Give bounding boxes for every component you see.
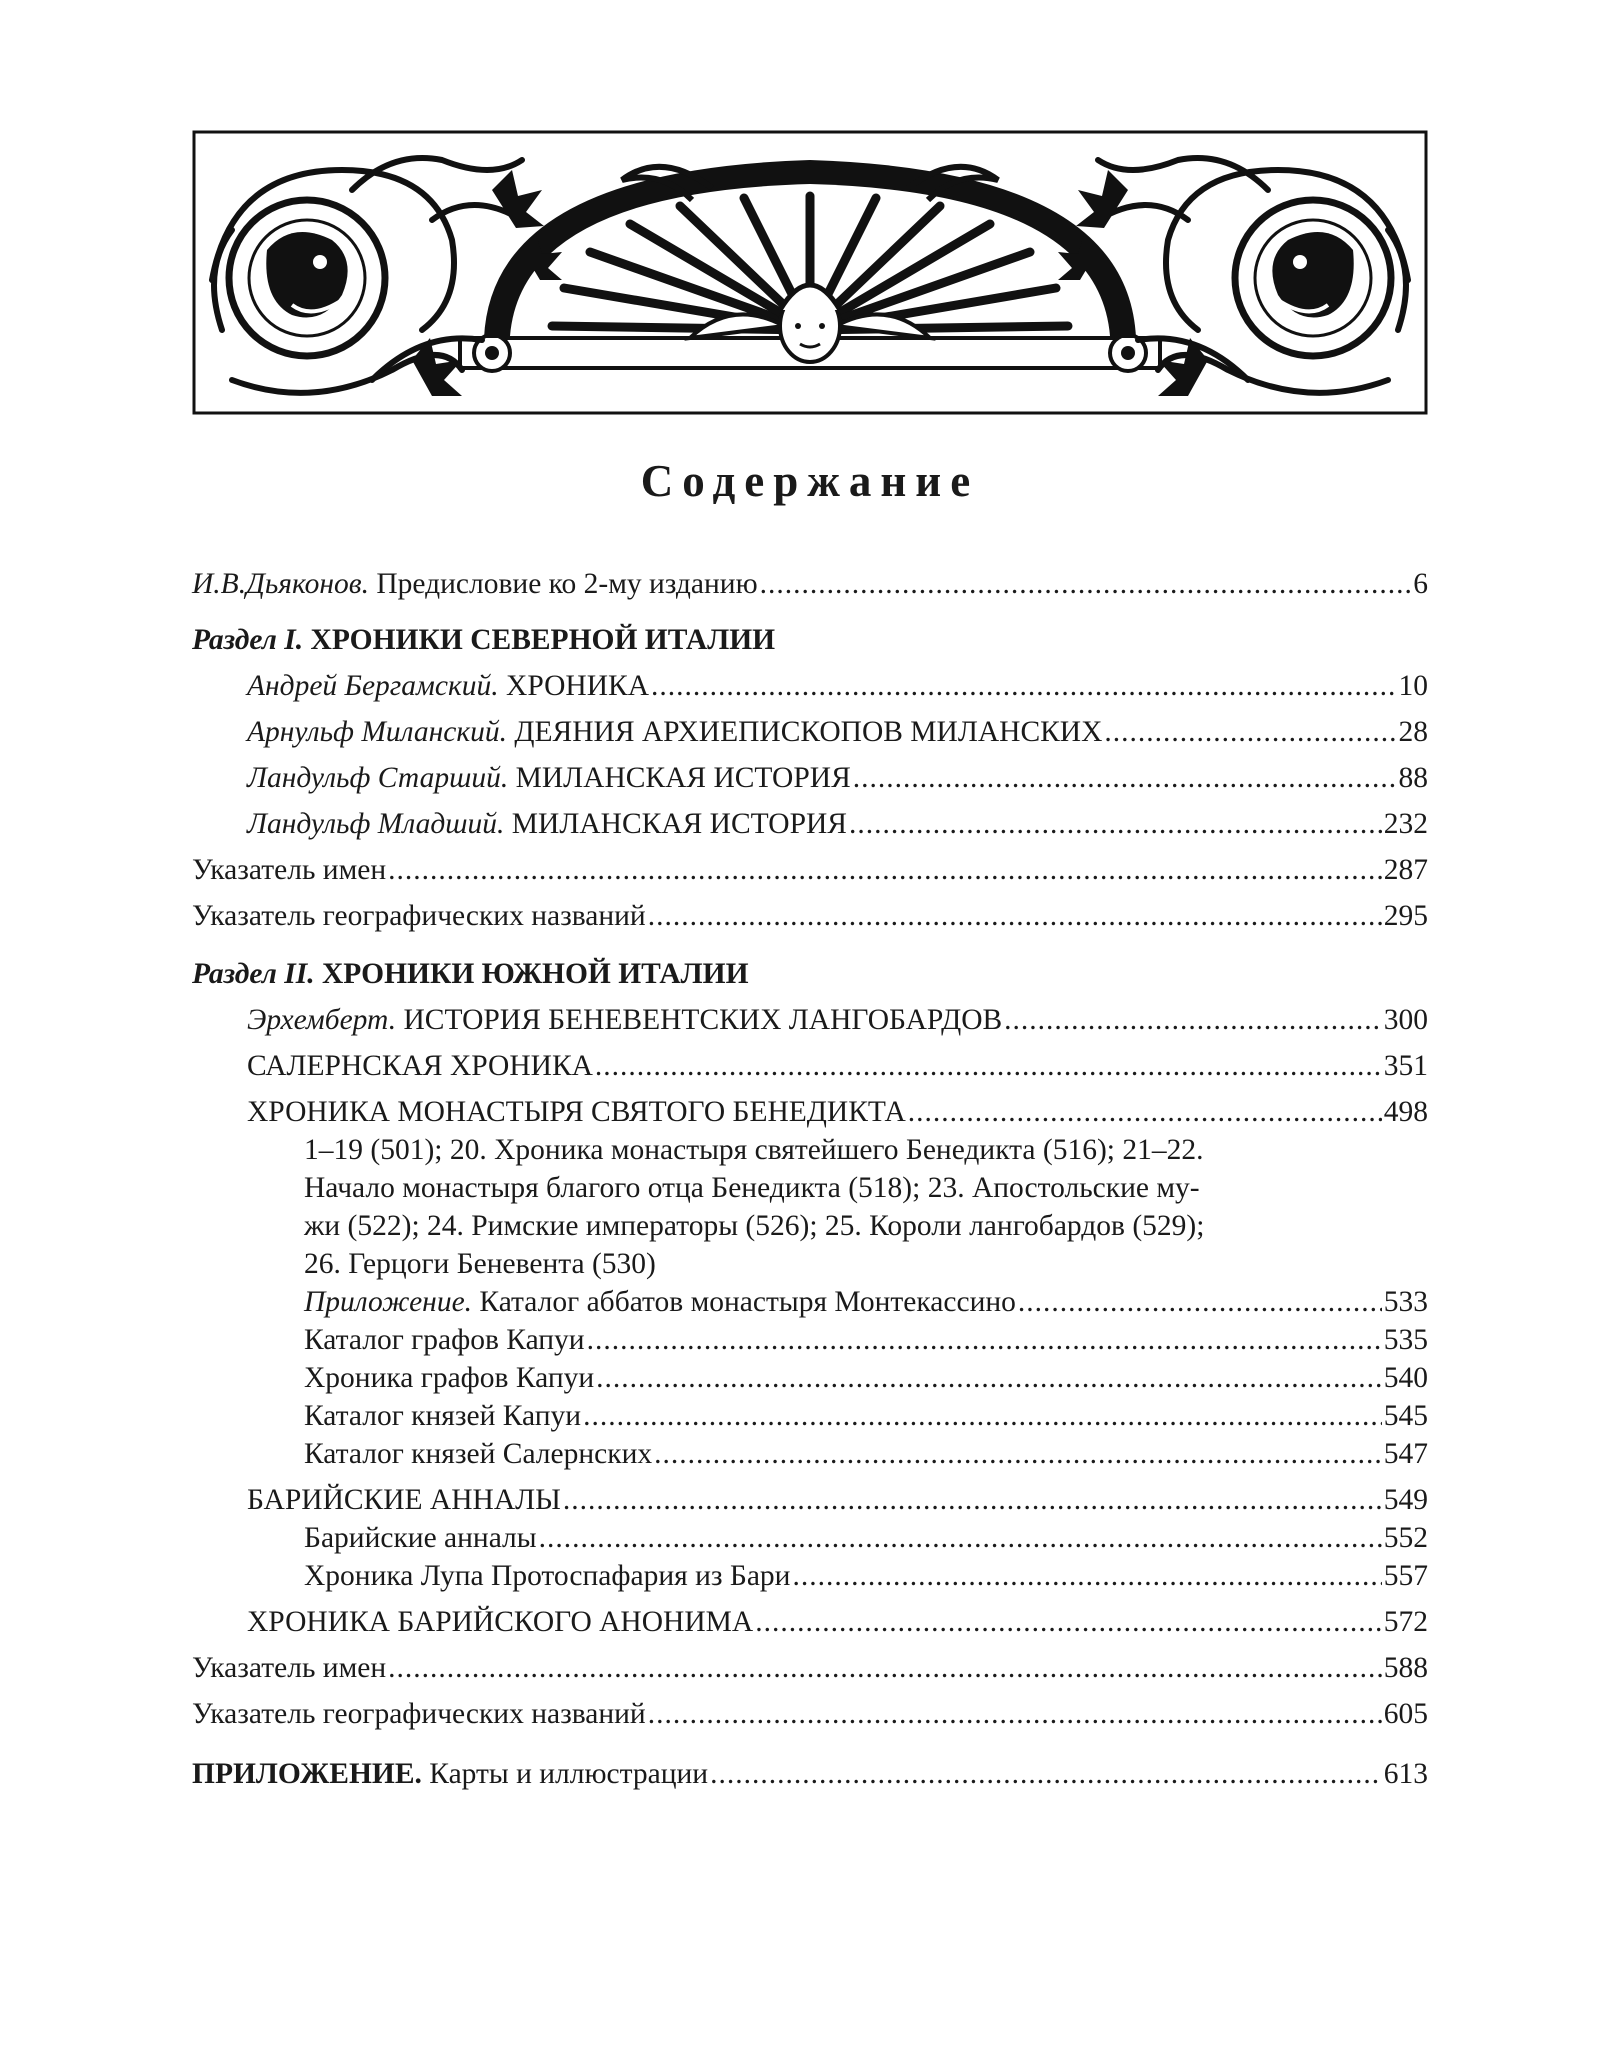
toc-title: Предисловие ко 2-му изданию — [368, 568, 758, 600]
section-label: Раздел I. — [192, 624, 304, 656]
toc-page-number: 545 — [1383, 1400, 1428, 1432]
toc-title: ХРОНИКА БАРИЙСКОГО АНОНИМА — [247, 1606, 754, 1638]
dot-leader — [849, 805, 1382, 843]
dot-leader — [648, 897, 1382, 935]
dot-leader — [595, 1047, 1382, 1085]
toc-title: Указатель географических названий — [192, 900, 646, 932]
toc-title: Карты и иллюстрации — [421, 1758, 709, 1790]
toc-entry[interactable] — [192, 1481, 1428, 1519]
toc-entry-supplement[interactable] — [192, 1755, 1428, 1793]
dot-leader — [651, 667, 1397, 705]
toc-entry[interactable] — [192, 759, 1428, 797]
toc-subentry[interactable] — [192, 1557, 1428, 1595]
dot-leader — [710, 1755, 1382, 1793]
section-label: Раздел II. — [192, 958, 315, 990]
toc-page-number: 300 — [1383, 1004, 1428, 1036]
toc-page-number: 540 — [1383, 1362, 1428, 1394]
toc-description-line: 1–19 (501); 20. Хроника монастыря святейшего Бенедикта (516); 21–22. — [304, 1134, 1204, 1166]
toc-page-number: 552 — [1383, 1522, 1428, 1554]
section-heading-1 — [192, 621, 1428, 659]
toc-author: Ландульф Младший. — [247, 808, 505, 840]
toc-entry[interactable] — [192, 1047, 1428, 1085]
dot-leader — [1104, 713, 1396, 751]
toc-entry[interactable] — [192, 667, 1428, 705]
dot-leader — [539, 1519, 1382, 1557]
toc-title: МИЛАНСКАЯ ИСТОРИЯ — [504, 808, 847, 840]
toc-page-number: 535 — [1383, 1324, 1428, 1356]
toc-author: Ландульф Старший. — [247, 762, 509, 794]
toc-description-line: Начало монастыря благого отца Бенедикта (518); 23. Апостольские му- — [304, 1172, 1200, 1204]
toc-entry-index-names[interactable] — [192, 1649, 1428, 1687]
toc-author: Эрхемберт. — [247, 1004, 397, 1036]
toc-page-number: 295 — [1383, 900, 1428, 932]
toc-subentry[interactable] — [192, 1359, 1428, 1397]
toc-page-number: 498 — [1383, 1096, 1428, 1128]
toc-page-number: 6 — [1413, 568, 1428, 600]
toc-subentry[interactable] — [192, 1283, 1428, 1321]
toc-title: Хроника графов Капуи — [304, 1362, 595, 1394]
toc-author: И.В.Дьяконов. — [192, 568, 369, 600]
dot-leader — [1018, 1283, 1382, 1321]
toc-description-line: 26. Герцоги Беневента (530) — [304, 1248, 656, 1280]
toc-label: ПРИЛОЖЕНИЕ. — [192, 1758, 422, 1790]
toc-subentry[interactable] — [192, 1519, 1428, 1557]
dot-leader — [583, 1397, 1382, 1435]
toc-page-number: 287 — [1383, 854, 1428, 886]
toc-page-number: 605 — [1383, 1698, 1428, 1730]
toc-entry-index-geo[interactable] — [192, 897, 1428, 935]
dot-leader — [563, 1481, 1382, 1519]
toc-title: МИЛАНСКАЯ ИСТОРИЯ — [508, 762, 851, 794]
toc-title: Указатель имен — [192, 854, 387, 886]
dot-leader — [596, 1359, 1382, 1397]
dot-leader — [654, 1435, 1382, 1473]
toc-page-number: 549 — [1383, 1484, 1428, 1516]
toc-page-number: 588 — [1383, 1652, 1428, 1684]
toc-page-number: 547 — [1383, 1438, 1428, 1470]
toc-page-number: 28 — [1398, 716, 1428, 748]
toc-entry-index-names[interactable] — [192, 851, 1428, 889]
toc-page-number: 572 — [1383, 1606, 1428, 1638]
dot-leader — [388, 1649, 1382, 1687]
toc-page-number: 533 — [1383, 1286, 1428, 1318]
toc-subentry[interactable] — [192, 1321, 1428, 1359]
table-of-contents — [192, 565, 1428, 1793]
page-title: Содержание — [640, 456, 980, 506]
toc-entry-preface[interactable] — [192, 565, 1428, 603]
toc-entry-index-geo[interactable] — [192, 1695, 1428, 1733]
dot-leader — [792, 1557, 1381, 1595]
dot-leader — [1004, 1001, 1382, 1039]
toc-title: Указатель имен — [192, 1652, 387, 1684]
toc-page-number: 613 — [1383, 1758, 1428, 1790]
toc-page-number: 88 — [1398, 762, 1428, 794]
dot-leader — [388, 851, 1382, 889]
dot-leader — [760, 565, 1412, 603]
toc-title: ДЕЯНИЯ АРХИЕПИСКОПОВ МИЛАНСКИХ — [507, 716, 1103, 748]
toc-author: Андрей Бергамский. — [247, 670, 499, 702]
toc-description-line: жи (522); 24. Римские императоры (526); 25. Короли лангобардов (529); — [304, 1210, 1205, 1242]
toc-author: Арнульф Миланский. — [247, 716, 508, 748]
toc-entry[interactable] — [192, 1001, 1428, 1039]
toc-page-number: 232 — [1383, 808, 1428, 840]
ornament-header-illustration — [192, 130, 1428, 415]
toc-title: Каталог аббатов монастыря Монтекассино — [472, 1286, 1016, 1318]
section-heading-2 — [192, 955, 1428, 993]
toc-title: ХРОНИКА — [498, 670, 649, 702]
dot-leader — [587, 1321, 1382, 1359]
toc-subentry[interactable] — [192, 1435, 1428, 1473]
toc-title: Каталог князей Капуи — [304, 1400, 582, 1432]
section-title: ХРОНИКИ СЕВЕРНОЙ ИТАЛИИ — [303, 624, 776, 656]
toc-title: Барийские анналы — [304, 1522, 537, 1554]
dot-leader — [908, 1093, 1382, 1131]
dot-leader — [853, 759, 1397, 797]
dot-leader — [648, 1695, 1382, 1733]
toc-entry[interactable] — [192, 1093, 1428, 1131]
toc-subentry[interactable] — [192, 1397, 1428, 1435]
toc-page-number: 351 — [1383, 1050, 1428, 1082]
toc-title: Хроника Лупа Протоспафария из Бари — [304, 1560, 791, 1592]
toc-title: Указатель географических названий — [192, 1698, 646, 1730]
toc-title: БАРИЙСКИЕ АННАЛЫ — [247, 1484, 561, 1516]
toc-entry[interactable] — [192, 1603, 1428, 1641]
dot-leader — [755, 1603, 1382, 1641]
toc-page-number: 10 — [1398, 670, 1428, 702]
toc-entry[interactable] — [192, 805, 1428, 843]
toc-title: Каталог князей Салернских — [304, 1438, 653, 1470]
toc-title: Каталог графов Капуи — [304, 1324, 585, 1356]
toc-entry[interactable] — [192, 713, 1428, 751]
toc-title: САЛЕРНСКАЯ ХРОНИКА — [247, 1050, 593, 1082]
section-title: ХРОНИКИ ЮЖНОЙ ИТАЛИИ — [314, 958, 749, 990]
toc-page-number: 557 — [1383, 1560, 1428, 1592]
toc-title: ХРОНИКА МОНАСТЫРЯ СВЯТОГО БЕНЕДИКТА — [247, 1096, 906, 1128]
toc-label: Приложение. — [304, 1286, 473, 1318]
toc-title: ИСТОРИЯ БЕНЕВЕНТСКИХ ЛАНГОБАРДОВ — [396, 1004, 1003, 1036]
